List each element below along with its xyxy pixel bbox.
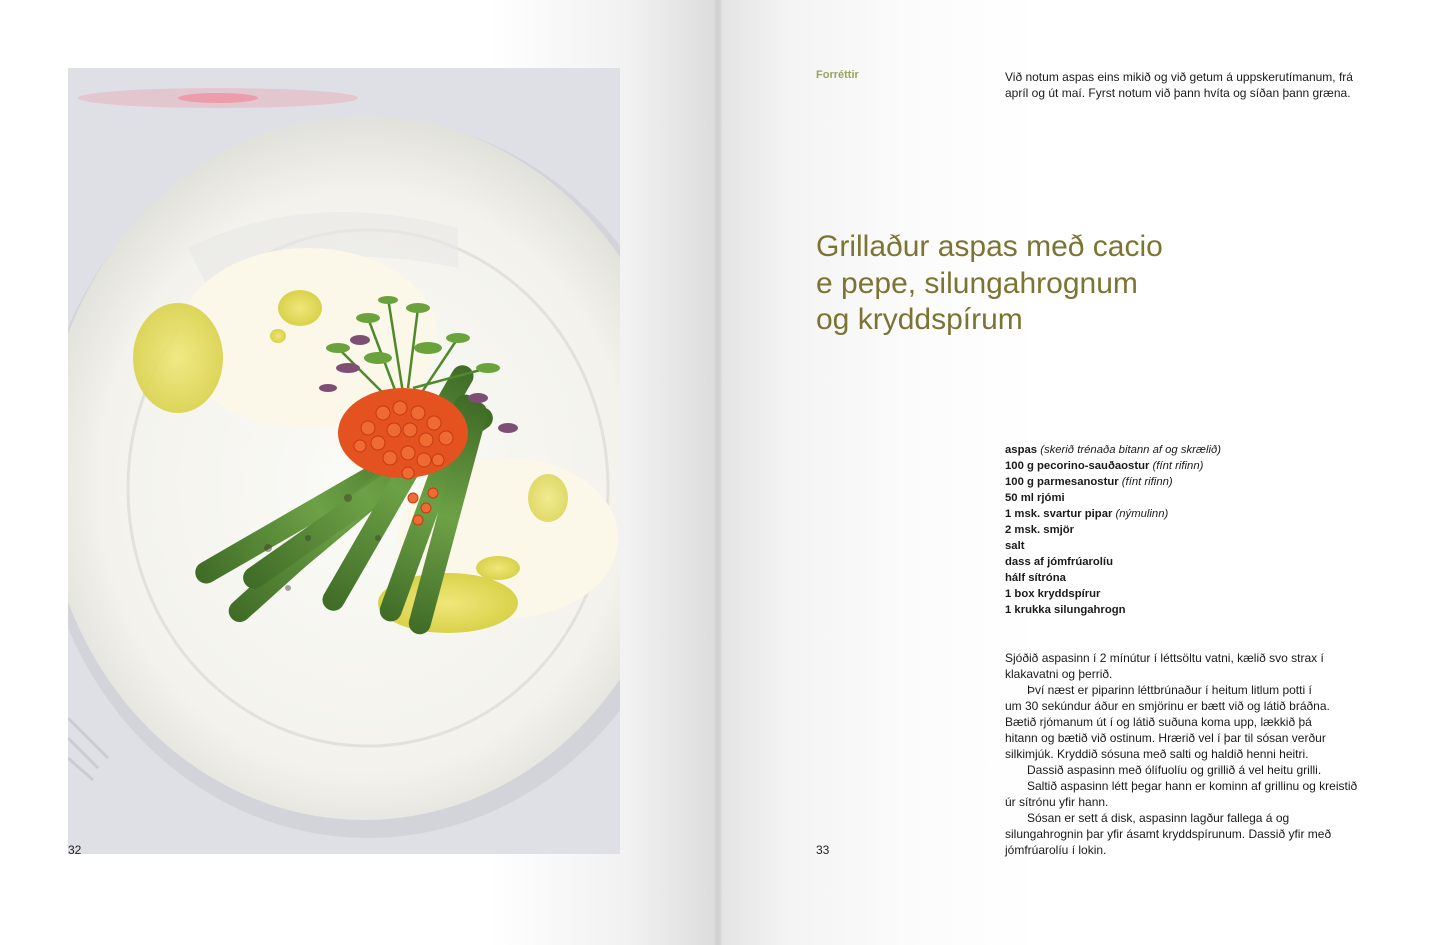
ingredient-item <box>1005 442 1385 458</box>
method-line: klakavatni og þerrið. <box>1005 667 1113 681</box>
ingredient-item <box>1005 458 1385 474</box>
ingredient-name: aspas <box>1005 444 1038 456</box>
ingredient-name: 100 g parmesanostur <box>1005 476 1119 488</box>
ingredient-item <box>1005 586 1385 602</box>
method-line: Dassið aspasinn með ólífuolíu og grillið á vel heitu grilli. <box>1027 763 1322 777</box>
ingredient-note: (nýmulinn) <box>1115 508 1169 520</box>
ingredient-item <box>1005 490 1385 506</box>
book-gutter <box>714 0 722 945</box>
method-line: Bætið rjómanum út í og látið suðuna koma upp, lækkið þá <box>1005 715 1312 729</box>
recipe-title-line: Grillaður aspas með cacio <box>816 230 1163 263</box>
ingredient-name: hálf sítróna <box>1005 572 1066 584</box>
method-line: silkimjúk. Kryddið sósuna með salti og haldið henni heitri. <box>1005 747 1309 761</box>
ingredient-name: dass af jómfrúarolíu <box>1005 556 1113 568</box>
ingredient-item <box>1005 474 1385 490</box>
ingredient-item <box>1005 570 1385 586</box>
method-line: úr sítrónu yfir hann. <box>1005 795 1109 809</box>
method-line: Saltið aspasinn létt þegar hann er kominn af grillinu og kreistið <box>1027 779 1358 793</box>
page-number-right: 33 <box>816 843 830 857</box>
method-line: Sjóðið aspasinn í 2 mínútur í léttsöltu vatni, kælið svo strax í <box>1005 651 1324 665</box>
ingredient-list <box>1005 442 1385 618</box>
ingredient-name: 2 msk. smjör <box>1005 524 1075 536</box>
method-line: Sósan er sett á disk, aspasinn lagður fallega á og <box>1027 811 1290 825</box>
dish-photo <box>68 68 620 854</box>
ingredient-note: (fínt rifinn) <box>1121 476 1173 488</box>
recipe-title-line: e pepe, silungahrognum <box>816 266 1138 300</box>
method-line: Því næst er piparinn léttbrúnaður í heitum litlum potti í <box>1027 683 1312 697</box>
ingredient-note: (fínt rifinn) <box>1152 460 1204 472</box>
intro-text <box>1005 69 1375 101</box>
method-line: hitann og bætið við ostinum. Hrærið vel í þar til sósan verður <box>1005 731 1326 745</box>
ingredient-item <box>1005 554 1385 570</box>
ingredient-item <box>1005 522 1385 538</box>
ingredient-name: 1 box kryddspírur <box>1005 588 1101 600</box>
method-line: silungahrognin þar yfir ásamt kryddspírunum. Dassið yfir með <box>1005 827 1332 841</box>
ingredient-name: 50 ml rjómi <box>1005 492 1065 504</box>
recipe-title-line: og kryddspírum <box>816 303 1023 336</box>
dish-illustration <box>68 68 620 854</box>
ingredient-note: (skerið trénaða bitann af og skrælið) <box>1040 444 1222 456</box>
ingredient-item <box>1005 506 1385 522</box>
section-label: Forréttir <box>816 69 859 81</box>
method-line: jómfrúarolíu í lokin. <box>1005 843 1107 857</box>
ingredient-item <box>1005 538 1385 554</box>
ingredient-name: 100 g pecorino-sauðaostur <box>1005 460 1150 472</box>
ingredient-name: 1 msk. svartur pipar <box>1005 508 1113 520</box>
intro-line: apríl og út maí. Fyrst notum við þann hvíta og síðan þann græna. <box>1005 86 1351 100</box>
ingredient-name: salt <box>1005 540 1025 552</box>
intro-line: Við notum aspas eins mikið og við getum á uppskerutímanum, frá <box>1005 70 1353 84</box>
method-line: um 30 sekúndur áður en smjörinu er bætt við og látið bráðna. <box>1005 699 1330 713</box>
recipe-title <box>816 229 1216 339</box>
method-text <box>1005 650 1377 858</box>
ingredient-item <box>1005 602 1385 618</box>
ingredient-name: 1 krukka silungahrogn <box>1005 604 1126 616</box>
page-number-left: 32 <box>68 843 82 857</box>
